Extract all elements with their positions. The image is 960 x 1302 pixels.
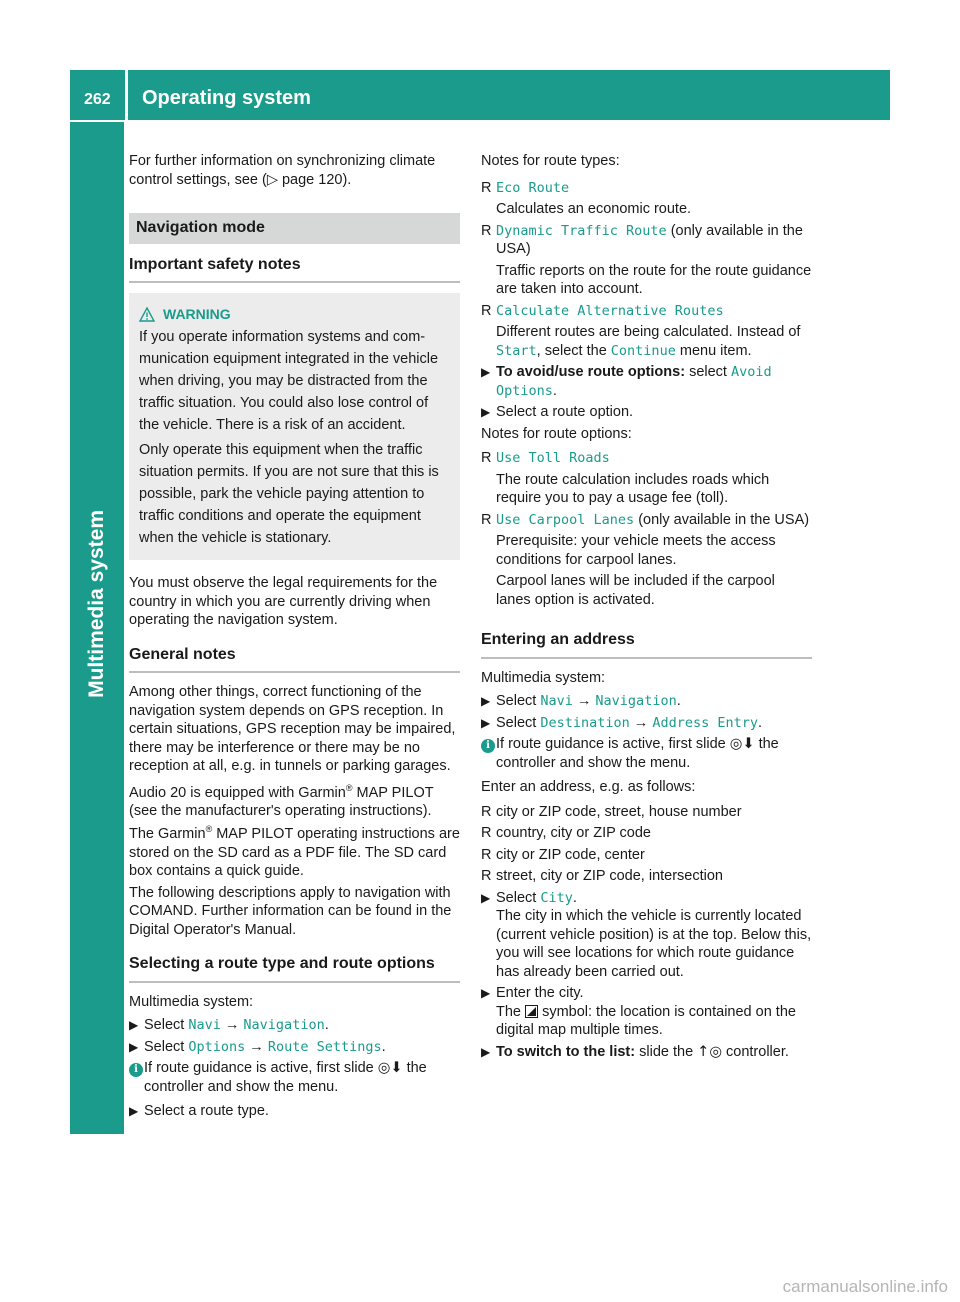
step-select-option: ▶ Select a route option. [481, 404, 634, 420]
warning-box [129, 293, 460, 560]
controller-slide-icon: ◎⬇ [377, 1060, 403, 1077]
controller-slide-icon: ◎⬇ [729, 736, 755, 752]
list-item: R city or ZIP code, center [481, 846, 645, 863]
step-select-options: ▶ Select Options → Route Settings. [129, 1038, 386, 1055]
option-dynamic-traffic-route: Dynamic Traffic Route [496, 222, 667, 239]
side-tab-label: Multimedia system [85, 510, 108, 698]
option-use-toll-roads: Use Toll Roads [496, 450, 610, 466]
step-arrow-icon: ▶ [481, 1044, 491, 1059]
route-types-intro: Notes for route types: [481, 153, 620, 169]
option-eco-route: Eco Route [496, 179, 570, 196]
route-options-intro: Notes for route options: [481, 425, 632, 442]
list-item-eco-route: R Eco Route [481, 179, 570, 196]
step-arrow-icon: ▶ [481, 986, 491, 1000]
step-select-navi: ▶ Select Navi → Navigation. [481, 693, 681, 709]
list-item-toll: R Use Toll Roads [481, 450, 610, 466]
menu-continue: Continue [610, 342, 676, 359]
step-arrow-icon: ▶ [129, 1039, 139, 1054]
heading-route-type: Selecting a route type and route options [129, 955, 460, 983]
list-item-carpool: R Use Carpool Lanes (only available in the USA) [481, 511, 810, 528]
side-tab-label-wrap [70, 122, 124, 702]
multimedia-system-label: Multimedia system: [481, 669, 606, 686]
step-arrow-icon: ▶ [481, 715, 491, 730]
heading-entering-address: Entering an address [481, 631, 812, 659]
left-column [129, 152, 460, 1124]
section-heading-navigation-mode: Navigation mode [129, 213, 460, 244]
list-item: R country, city or ZIP code [481, 825, 651, 841]
step-enter-city: ▶ Enter the city. The symbol: the location is contained on the digital map multiple times. [481, 985, 796, 1038]
list-item-dynamic-route: R Dynamic Traffic Route (only available in the USA) [481, 222, 803, 257]
menu-destination: Destination [540, 714, 630, 731]
step-select-city: ▶ Select City. The city in which the vehicle is currently located (current vehicle position) is at the top. Below this, you will see locations for which route guidance has already been carried out. [481, 889, 812, 980]
general-text-1: Among other things, correct functioning of the navigation system depends on GPS reception. In certain situations, GPS reception may be impaired, there may be interference or there may be no reception at all, e.g. in tunnels or parking garages. [129, 684, 456, 774]
menu-route-settings: Route Settings [267, 1038, 382, 1055]
menu-city: City [540, 889, 573, 906]
warning-header [139, 303, 452, 325]
heading-general-notes: General notes [129, 646, 460, 674]
legal-text: You must observe the legal requirements for the country in which you are currently driving when operating the navigation system. [129, 575, 438, 628]
warning-text-1: If you operate information systems and communication equipment integrated in the vehicle when driving, you may be distracted from the traffic situation. You could also lose control of the vehicle. There is a risk of an accident. [139, 329, 439, 433]
option-calc-alt-routes: Calculate Alternative Routes [496, 302, 724, 319]
multimedia-system-label: Multimedia system: [129, 993, 254, 1010]
list-item: R street, city or ZIP code, intersection [481, 868, 723, 884]
menu-start: Start [496, 342, 537, 359]
intro-text: For further information on synchronizing climate control settings, see (▷ page 120). [129, 153, 436, 188]
page-number: 262 [84, 91, 111, 108]
list-item-calc-alt: R Calculate Alternative Routes [481, 302, 724, 319]
step-arrow-icon: ▶ [481, 405, 491, 419]
menu-options: Options [188, 1038, 246, 1055]
menu-navigation: Navigation [243, 1017, 325, 1034]
warning-triangle-icon [139, 307, 155, 322]
menu-navigation: Navigation [595, 693, 677, 709]
step-arrow-icon: ▶ [129, 1018, 139, 1033]
right-column: Notes for route types: R Eco Route Calculates an economic route. R Dynamic Traffic Route (only available in the USA) Traffic reports on the route for the route guidance are taken into account. R Calculate Alternative Routes Different routes are being calculated. Instead of Start, select the Continue menu item. ▶ To avoid/use route options: select Avoid Options. ▶ Select a route option. Notes for route options: R Use Toll Roads The route calculation includes roads which require you to pay a usage fee (toll). R Use Carpool Lanes (only available in the USA) Prerequisite: your vehicle meets the access conditions for carpool lanes. Carpool lanes will be included if the carpool lanes option is activated. Entering an address Multimedia system: ▶ Select Navi → Navigation. ▶ Select Destination → Address Entry. i If route guidance is active, first slide ◎⬇ the controller and show the menu. Enter an address, e.g. as follows: R city or ZIP code, street, house number R country, city or ZIP code R city or ZIP code, center R street, city or ZIP code, intersection ▶ Select City. The city in which the vehicle is currently located (current vehicle position) is at the top. Below this, you will see locations for which route guidance has already been carried out. ▶ Enter the city. The symbol: the location is contained on the digital map multiple times. ▶ To switch to the list: slide the ↑◎ controller. [481, 153, 812, 1060]
multiple-locations-icon [525, 1005, 538, 1018]
info-note: i If route guidance is active, first slide ◎⬇ the controller and show the menu. [481, 735, 812, 772]
general-text-2: Audio 20 is equipped with Garmin® MAP PILOT (see the manufacturer's operating instructions). The Garmin® MAP PILOT operating instructions are stored on the SD card as a PDF file. The SD card box contains a quick guide. [129, 782, 460, 880]
heading-safety-notes: Important safety notes [129, 256, 460, 284]
list-item: R city or ZIP code, street, house number [481, 803, 742, 820]
step-select-route-type: ▶ Select a route type. [129, 1103, 269, 1120]
menu-avoid-options: Avoid Options [496, 364, 772, 399]
controller-up-icon: ↑◎ [697, 1043, 722, 1060]
header-separator [125, 70, 128, 120]
step-select-destination: ▶ Select Destination → Address Entry. [481, 714, 763, 731]
enter-address-intro: Enter an address, e.g. as follows: [481, 779, 696, 795]
step-select-navi: ▶ Select Navi → Navigation. [129, 1017, 329, 1034]
step-switch-list: ▶ To switch to the list: slide the ↑◎ controller. [481, 1043, 789, 1060]
step-arrow-icon: ▶ [129, 1104, 139, 1119]
warning-text-2: Only operate this equipment when the traffic situation permits. If you are not sure that this is possible, park the vehicle paying attention to traffic conditions and operate the equipment when the vehicle is stationary. [139, 442, 439, 546]
info-icon: i [129, 1063, 143, 1077]
info-icon: i [481, 739, 495, 753]
step-arrow-icon: ▶ [481, 694, 491, 708]
step-avoid-options: ▶ To avoid/use route options: select Avoid Options. [481, 364, 772, 399]
info-note: i If route guidance is active, first slide ◎⬇ the controller and show the menu. [129, 1059, 460, 1096]
page-title: Operating system [142, 87, 311, 109]
option-use-carpool-lanes: Use Carpool Lanes [496, 511, 635, 528]
warning-label: WARNING [163, 306, 231, 322]
menu-address-entry: Address Entry [652, 714, 758, 731]
step-arrow-icon: ▶ [481, 890, 491, 905]
general-text-3: The following descriptions apply to navigation with COMAND. Further information can be found in the Digital Operator's Manual. [129, 884, 452, 938]
watermark: carmanualsonline.info [782, 1277, 948, 1296]
menu-navi: Navi [540, 693, 573, 709]
menu-navi: Navi [188, 1017, 221, 1034]
step-arrow-icon: ▶ [481, 365, 491, 379]
